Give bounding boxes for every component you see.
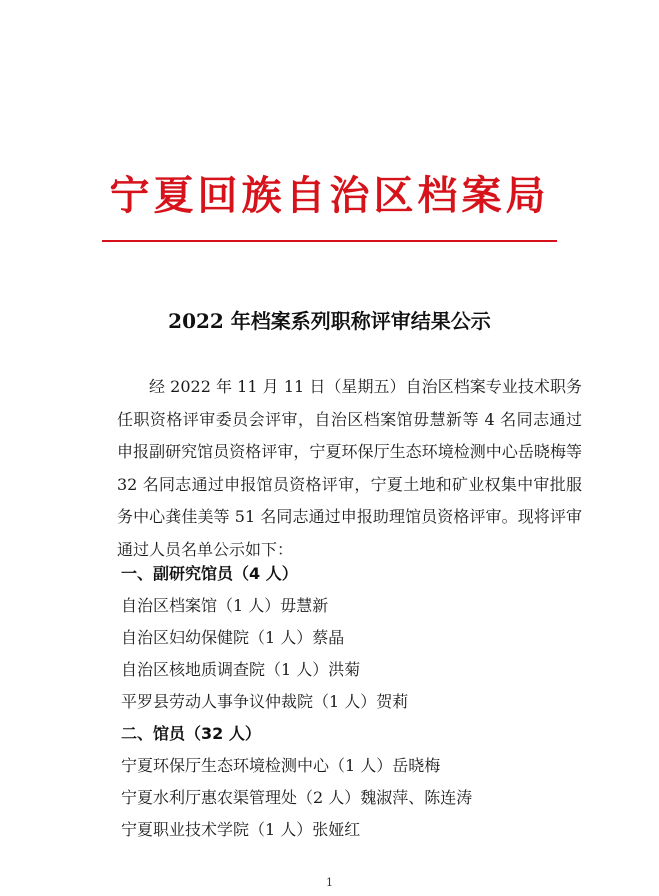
document-title: 2022 年档案系列职称评审结果公示 bbox=[168, 309, 491, 333]
list-item: 宁夏环保厅生态环境检测中心（1 人）岳晓梅 bbox=[121, 756, 441, 775]
list-item: 平罗县劳动人事争议仲裁院（1 人）贺莉 bbox=[121, 692, 409, 711]
list-item: 宁夏水利厅惠农渠管理处（2 人）魏淑萍、陈连涛 bbox=[121, 788, 473, 807]
list-item: 自治区妇幼保健院（1 人）蔡晶 bbox=[121, 628, 345, 647]
list-item: 自治区档案馆（1 人）毋慧新 bbox=[121, 596, 329, 615]
org-header-title: 宁夏回族自治区档案局 bbox=[109, 173, 550, 219]
list-item: 宁夏职业技术学院（1 人）张娅红 bbox=[121, 820, 361, 839]
section-heading-librarian: 二、馆员（32 人） bbox=[121, 724, 261, 743]
body-paragraph: 经 2022 年 11 月 11 日（星期五）自治区档案专业技术职务任职资格评审委员会评审，自治区档案馆毋慧新等 4 名同志通过申报副研究馆员资格评审，宁夏环保厅生态环境检测中心岳晓梅等 32 名同志通过申报馆员资格评审，宁夏土地和矿业权集中审批服务中心龚佳美等 51 名同志通过申报助理馆员资格评审。现将评审通过人员名单公示如下： bbox=[117, 377, 582, 559]
page-number: 1 bbox=[326, 876, 333, 889]
list-item: 自治区核地质调查院（1 人）洪菊 bbox=[121, 660, 361, 679]
section-heading-associate-researcher: 一、副研究馆员（4 人） bbox=[121, 564, 298, 583]
header-red-rule bbox=[102, 240, 557, 242]
result-list bbox=[117, 558, 597, 846]
